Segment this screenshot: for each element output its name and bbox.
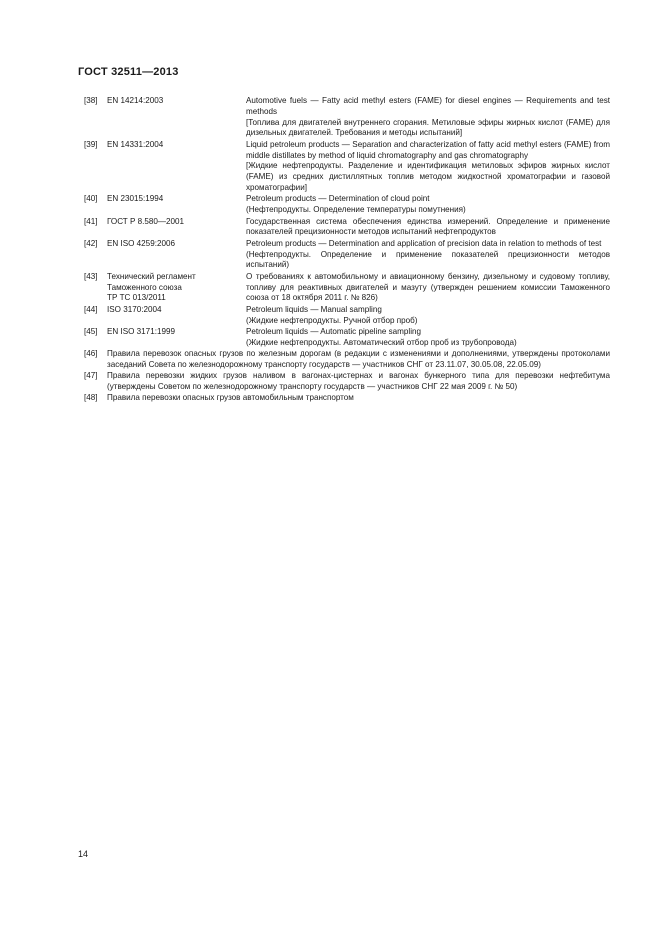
reference-code bbox=[107, 140, 246, 151]
reference-code-line: ISO 3170:2004 bbox=[107, 304, 162, 314]
reference-title-line: Petroleum products — Determination of cloud point bbox=[246, 194, 430, 204]
reference-code bbox=[107, 217, 246, 228]
reference-number: [42] bbox=[84, 238, 98, 248]
reference-number: [44] bbox=[84, 304, 98, 314]
reference-number: [39] bbox=[84, 139, 98, 149]
reference-code-line: ТР ТС 013/2011 bbox=[107, 293, 166, 303]
reference-item bbox=[84, 96, 610, 139]
reference-title-line: Petroleum liquids — Manual sampling bbox=[246, 304, 382, 314]
reference-number: [46] bbox=[84, 349, 98, 359]
reference-code-line: Таможенного союза bbox=[107, 282, 182, 292]
reference-title bbox=[246, 239, 610, 271]
reference-code-line: EN ISO 4259:2006 bbox=[107, 238, 175, 248]
reference-title-line: [Топлива для двигателей внутреннего сгорания. Метиловые эфиры жирных кислот (FAME) для дизельных двигателей. Требования и методы испытаний] bbox=[246, 117, 610, 138]
reference-title bbox=[246, 140, 610, 194]
reference-code bbox=[107, 272, 246, 304]
reference-title-line: Petroleum products — Determination and application of precision data in relation to methods of test bbox=[246, 238, 602, 248]
reference-number: [41] bbox=[84, 216, 98, 226]
reference-title-line: Государственная система обеспечения единства измерений. Определение и применение показателей прецизионности методов испытаний нефтепродуктов bbox=[246, 216, 610, 237]
reference-item bbox=[84, 327, 610, 349]
reference-title-line: О требованиях к автомобильному и авиационному бензину, дизельному и судовому топливу, топливу для реактивных двигателей и мазуту (утвержден решением комиссии Таможенного союза от 18 октября 2011 г. № 826) bbox=[246, 271, 610, 303]
reference-code-line: EN 23015:1994 bbox=[107, 194, 164, 204]
reference-item bbox=[84, 272, 610, 304]
reference-title bbox=[246, 194, 610, 216]
page-number: 14 bbox=[78, 849, 89, 859]
reference-title bbox=[246, 305, 610, 327]
reference-title-line: (Жидкие нефтепродукты. Автоматический отбор проб из трубопровода) bbox=[246, 337, 517, 347]
reference-code-line: ГОСТ Р 8.580—2001 bbox=[107, 216, 184, 226]
reference-title-line: Petroleum liquids — Automatic pipeline sampling bbox=[246, 326, 422, 336]
reference-title-line: (Жидкие нефтепродукты. Ручной отбор проб) bbox=[246, 315, 418, 325]
reference-number: [40] bbox=[84, 194, 98, 204]
document-header: ГОСТ 32511—2013 bbox=[78, 66, 179, 78]
reference-number: [45] bbox=[84, 326, 98, 336]
reference-number: [43] bbox=[84, 271, 98, 281]
reference-title-line: (Нефтепродукты. Определение и применение показателей прецизионности методов испытаний) bbox=[246, 249, 610, 270]
reference-number: [38] bbox=[84, 96, 98, 105]
reference-code-line: EN 14214:2003 bbox=[107, 96, 164, 105]
reference-title bbox=[246, 327, 610, 349]
reference-text: Правила перевозки жидких грузов наливом в вагонах-цистернах и вагонах бункерного типа для перевозки нефтебитума (утверждены Советом по железнодорожному транспорту государств — участников СНГ 22 мая 2009 г. № 50) bbox=[107, 371, 610, 392]
reference-text: Правила перевозки опасных грузов автомобильным транспортом bbox=[107, 393, 354, 403]
reference-item-full bbox=[84, 393, 610, 404]
reference-title-line: Automotive fuels — Fatty acid methyl esters (FAME) for diesel engines — Requirements and test methods bbox=[246, 96, 610, 116]
reference-item bbox=[84, 217, 610, 239]
reference-item bbox=[84, 140, 610, 194]
reference-title bbox=[246, 272, 610, 304]
reference-title bbox=[246, 217, 610, 239]
reference-code-line: EN ISO 3171:1999 bbox=[107, 326, 175, 336]
reference-code bbox=[107, 96, 246, 107]
bibliography-list bbox=[84, 96, 610, 405]
reference-code bbox=[107, 327, 246, 338]
reference-text: Правила перевозок опасных грузов по железным дорогам (в редакции с изменениями и дополнениями, утверждены протоколами заседаний Совета по железнодорожному транспорту государств — участников СНГ от 23.11.07, 30.05.08, 22.05.09) bbox=[107, 349, 610, 369]
reference-item-full bbox=[84, 371, 610, 393]
reference-item-full bbox=[84, 349, 610, 371]
reference-item bbox=[84, 194, 610, 216]
reference-title-line: Liquid petroleum products — Separation and characterization of fatty acid methyl esters (FAME) from middle distillates by method of liquid chromatography and gas chromatography bbox=[246, 139, 610, 160]
reference-code bbox=[107, 194, 246, 205]
reference-item bbox=[84, 305, 610, 327]
reference-title-line: (Нефтепродукты. Определение температуры помутнения) bbox=[246, 205, 466, 215]
reference-item bbox=[84, 239, 610, 271]
reference-number: [48] bbox=[84, 393, 98, 403]
reference-title bbox=[246, 96, 610, 139]
reference-code-line: EN 14331:2004 bbox=[107, 139, 164, 149]
reference-code-line: Технический регламент bbox=[107, 271, 196, 281]
reference-code bbox=[107, 239, 246, 250]
reference-title-line: [Жидкие нефтепродукты. Разделение и идентификация метиловых эфиров жирных кислот (FAME) из средних дистиллятных топлив методом жидкостной хроматографии и газовой хроматографии] bbox=[246, 161, 610, 192]
reference-code bbox=[107, 305, 246, 316]
reference-number: [47] bbox=[84, 371, 98, 381]
